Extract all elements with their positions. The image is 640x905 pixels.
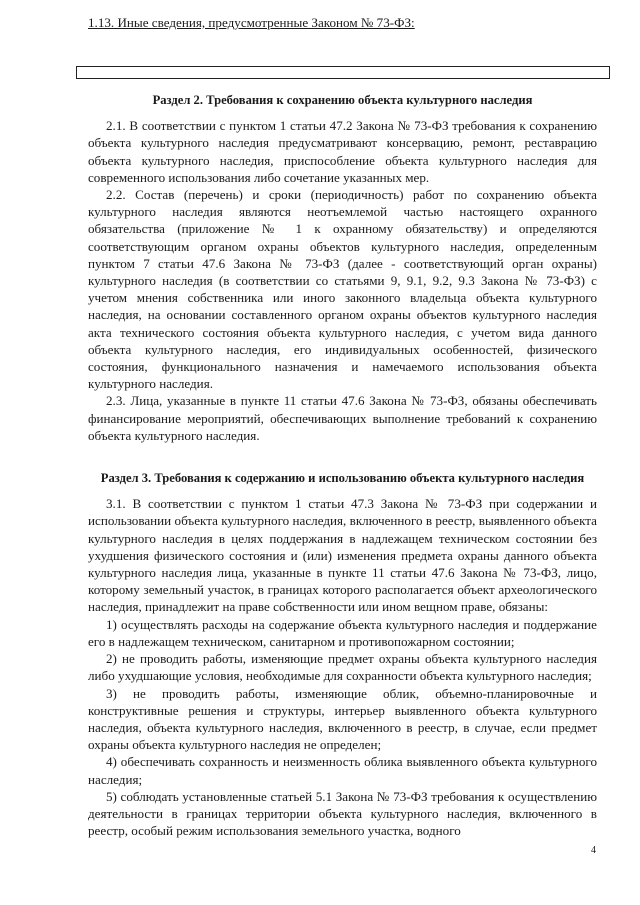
intro-line: 1.13. Иные сведения, предусмотренные Законом № 73-ФЗ: bbox=[88, 15, 415, 30]
section3-item-5: 5) соблюдать установленные статьей 5.1 Закона № 73-ФЗ требования к осуществлению деятельности в границах территории объекта культурного наследия, включенного в реестр, особый режим использования земельного участка, водного bbox=[88, 788, 597, 839]
section3-paragraph-1: 3.1. В соответствии с пунктом 1 статьи 47.3 Закона № 73-ФЗ при содержании и использовании объекта культурного наследия, включенного в реестр, выявленного объекта культурного наследия в целях поддержания в надлежащем техническом состоянии без ухудшения физического состояния и (или) изменения предмета охраны данного объекта культурного наследия лица, указанные в пункте 11 статьи 47.6 Закона № 73-ФЗ, лицо, которому земельный участок, в границах которого располагается объект археологического наследия, принадлежит на праве собственности или ином вещном праве, обязаны: bbox=[88, 496, 597, 615]
document-body bbox=[88, 92, 597, 839]
section3-item-1: 1) осуществлять расходы на содержание объекта культурного наследия и поддержание его в надлежащем техническом, санитарном и противопожарном состоянии; bbox=[88, 616, 597, 649]
section2-paragraph-1: 2.1. В соответствии с пунктом 1 статьи 47.2 Закона № 73-ФЗ требования к сохранению объекта культурного наследия предусматривают консервацию, ремонт, реставрацию объекта культурного наследия, приспособление объекта культурного наследия для современного использования либо сочетание указанных мер. bbox=[88, 118, 597, 185]
section2-paragraph-3: 2.3. Лица, указанные в пункте 11 статьи 47.6 Закона № 73-ФЗ, обязаны обеспечивать финансирование мероприятий, обеспечивающих выполнение требований к сохранению объекта культурного наследия. bbox=[88, 393, 597, 443]
section2-heading: Раздел 2. Требования к сохранению объекта культурного наследия bbox=[152, 93, 533, 107]
page-number: 4 bbox=[591, 845, 596, 856]
other-info-field[interactable] bbox=[76, 66, 610, 79]
section3-heading: Раздел 3. Требования к содержанию и использованию объекта культурного наследия bbox=[100, 471, 585, 486]
section2-paragraph-2: 2.2. Состав (перечень) и сроки (периодичность) работ по сохранению объекта культурного наследия являются неотъемлемой частью настоящего охранного обязательства (приложение № 1 к охранному обязательству) и определяются соответствующим органом охраны объектов культурного наследия, определенным пунктом 7 статьи 47.6 Закона № 73-ФЗ (далее - соответствующий орган охраны) культурного наследия (в соответствии со статьями 9, 9.1, 9.2, 9.3 Закона № 73-ФЗ) с учетом мнения собственника или иного законного владельца объекта культурного наследия, на основании составленного органом охраны объектов культурного наследия акта технического состояния объекта культурного наследия, с учетом вида данного объекта культурного наследия, его индивидуальных особенностей, физического состояния, функционального назначения и намечаемого использования объекта культурного наследия. bbox=[88, 187, 597, 392]
section3-item-2: 2) не проводить работы, изменяющие предмет охраны объекта культурного наследия либо ухудшающие условия, необходимые для сохранности объекта культурного наследия; bbox=[88, 651, 597, 684]
section3-item-4: 4) обеспечивать сохранность и неизменность облика выявленного объекта культурного наследия; bbox=[88, 754, 597, 787]
section3-item-3: 3) не проводить работы, изменяющие облик, объемно-планировочные и конструктивные решения и структуры, интерьер выявленного объекта культурного наследия, объекта культурного наследия, включенного в реестр, в случае, если предмет охраны объекта культурного наследия не определен; bbox=[88, 685, 597, 753]
